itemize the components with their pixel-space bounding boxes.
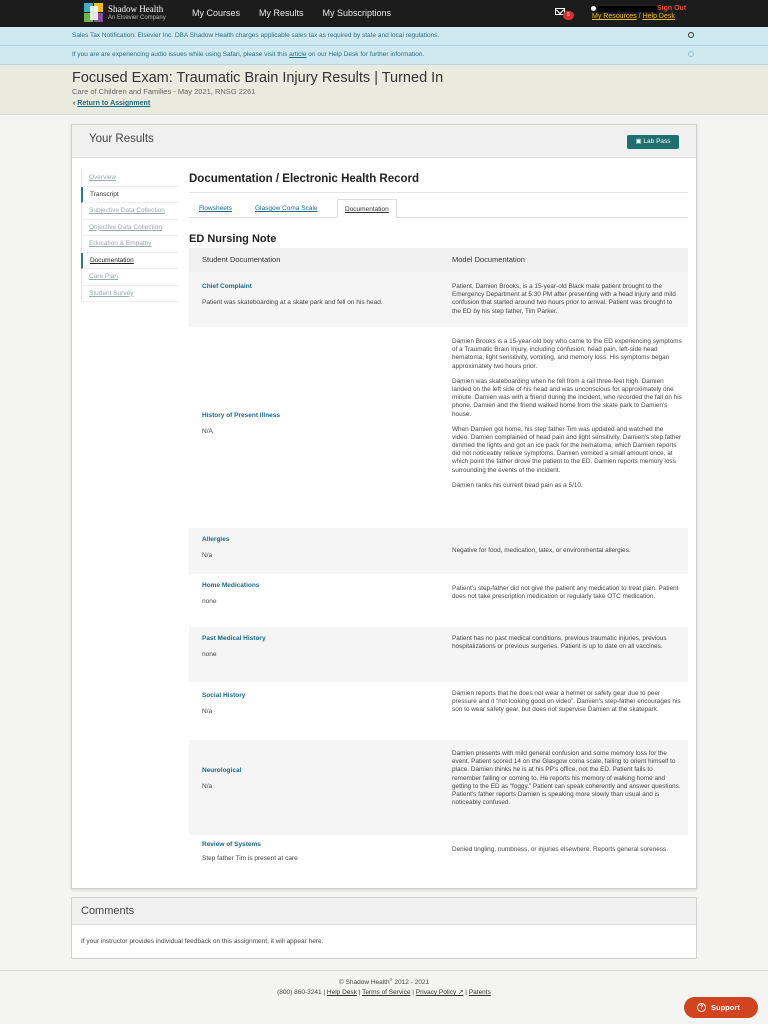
user-icon — [591, 6, 596, 11]
dismiss-notice-icon[interactable] — [688, 32, 694, 38]
sidenav-education[interactable]: Education & Empathy — [81, 236, 178, 253]
row-model-value: Negative for food, medication, latex, or environmental allergies. — [452, 547, 631, 554]
return-to-assignment[interactable] — [73, 100, 150, 107]
logo-mark-icon — [84, 3, 104, 23]
row-student-value: Step father Tim is present at care — [202, 855, 298, 862]
comments-heading: Comments — [81, 905, 135, 917]
row-label: Chief Complaint — [202, 283, 252, 290]
table-row — [189, 682, 688, 740]
page-title: Focused Exam: Traumatic Brain Injury Results | Turned In — [72, 70, 444, 86]
row-label: Allergies — [202, 536, 230, 543]
sidenav-objective[interactable]: Objective Data Collection — [81, 220, 178, 237]
tab-documentation[interactable]: Documentation — [337, 199, 397, 218]
row-model-value: Patient has no past medical conditions, previous traumatic injuries, previous hospitalizations or previous surgeries. Patient is up to date on all vaccines. — [452, 635, 667, 651]
user-links-sep: / — [636, 13, 643, 20]
patents-link[interactable]: Patents — [468, 989, 491, 996]
row-student-value: none — [202, 598, 217, 605]
col-student-header: Student Documentation — [202, 255, 281, 264]
documentation-tabs — [189, 199, 688, 218]
row-student-value: Patient was skateboarding at a skate park and fell on his head. — [202, 299, 383, 306]
table-row — [189, 272, 688, 327]
lab-pass-button[interactable]: ▣ Lab Pass — [627, 135, 679, 149]
col-model-header: Model Documentation — [452, 255, 525, 264]
footer-links: (800) 860-3241 | Help Desk | Terms of Service | Privacy Policy ↗ | Patents — [277, 989, 491, 996]
nav-my-results[interactable]: My Results — [259, 8, 304, 18]
redacted-username — [598, 6, 658, 12]
return-link[interactable]: Return to Assignment — [77, 100, 151, 107]
brand-name: Shadow Health — [108, 4, 164, 14]
course-subtitle: Care of Children and Families - May 2021, RNSG 2261 — [72, 87, 256, 96]
sidenav-student-survey[interactable]: Student Survey — [81, 286, 178, 303]
row-model-value: Patient, Damien Brooks, is a 15-year-old Black male patient brought to the Emergency Department at 5:30 PM after presenting with a head injury and mild confusion that started around two hours prior to arrival. Patient was brought to the ED by his step father, Tim Parker. — [452, 283, 676, 315]
sidenav-overview[interactable]: Overview — [81, 170, 178, 187]
results-heading: Your Results — [89, 133, 154, 145]
section-title: Documentation / Electronic Health Record — [189, 173, 688, 193]
comments-panel — [71, 897, 697, 959]
back-chevron-icon: ‹ — [73, 100, 76, 107]
sales-tax-notice — [0, 27, 768, 46]
privacy-policy-link[interactable]: Privacy Policy ↗ — [415, 989, 464, 996]
row-student-value: N/a — [202, 783, 213, 790]
phone-number: (800) 860-3241 — [277, 989, 322, 996]
row-label: Neurological — [202, 767, 242, 774]
safari-audio-notice — [0, 46, 768, 65]
results-sidenav — [81, 170, 178, 302]
table-header — [189, 248, 688, 272]
row-model-value: Patient's step-father did not give the patient any medication to treat pain. Patient does not take prescription medication or regularly take OTC medication. — [452, 585, 679, 601]
table-row — [189, 627, 688, 682]
row-model-value: Damien reports that he does not wear a helmet or safety gear due to peer pressure and it “not looking good on video”. Damien's step-father encourages his son to wear safety gear, but does not supervise Damien at the skatepark. — [452, 690, 681, 714]
footer-help-desk-link[interactable]: Help Desk — [326, 989, 357, 996]
terms-of-service-link[interactable]: Terms of Service — [362, 989, 411, 996]
support-button[interactable]: ? Support — [684, 997, 758, 1018]
results-panel — [71, 124, 697, 889]
note-title: ED Nursing Note — [189, 233, 277, 245]
notice-text: Sales Tax Notification: Elsevier Inc. DBA Shadow Health charges applicable sales tax as required by state and local regulations. — [72, 32, 440, 39]
tab-glasgow-coma-scale[interactable]: Glasgow Coma Scale — [255, 205, 318, 212]
shadow-health-logo[interactable] — [84, 3, 166, 23]
table-row — [189, 574, 688, 627]
row-label: History of Present Illness — [202, 412, 281, 419]
sidenav-transcript[interactable]: Transcript — [81, 187, 178, 204]
nav-my-courses[interactable]: My Courses — [192, 8, 241, 18]
table-row — [189, 327, 688, 528]
row-model-value: Denied tingling, numbness, or injuries elsewhere. Reports general soreness. — [452, 846, 668, 853]
row-model-value: Damien presents with mild general confusion and some memory loss for the event. Patient scored 14 on the Glasgow coma scale, failing to orient himself to place. Damien thinks he is at his PP's office, not the ED. Patient fails to remember falling or coming to. He reports his memory of walking home and getting to the ED as “foggy.” Patient can speak coherently and answer questions. Patient's father reports Damien is speaking more slowly than usual and is noticeably confused. — [452, 750, 681, 807]
row-student-value: none — [202, 651, 217, 658]
sidenav-subjective[interactable]: Subjective Data Collection — [81, 203, 178, 220]
row-label: Social History — [202, 692, 246, 699]
help-desk-link[interactable]: Help Desk — [642, 13, 675, 20]
row-label: Home Medications — [202, 582, 260, 589]
comments-body: If your instructor provides individual feedback on this assignment, it will appear here. — [81, 938, 324, 945]
row-label: Past Medical History — [202, 635, 266, 642]
footer — [0, 970, 768, 1024]
main-nav — [192, 8, 391, 18]
row-student-value: N/A — [202, 428, 213, 435]
row-label: Review of Systems — [202, 841, 261, 848]
mail-count-badge: 5 — [563, 11, 574, 20]
table-row — [189, 740, 688, 835]
top-navbar — [0, 0, 768, 27]
brand-tagline: An Elsevier Company — [108, 15, 166, 21]
nav-my-subscriptions[interactable]: My Subscriptions — [322, 8, 392, 18]
row-student-value: N/a — [202, 708, 213, 715]
sidenav-care-plan[interactable]: Care Plan — [81, 269, 178, 286]
table-row — [189, 528, 688, 574]
sign-out-link[interactable]: Sign Out — [657, 5, 687, 12]
question-icon: ? — [697, 1003, 706, 1012]
tab-flowsheets[interactable]: Flowsheets — [199, 205, 232, 212]
row-model-value: Damien Brooks is a 15-year-old boy who came to the ED experiencing symptoms of a Traumatic Brain Injury, including confusion, head pain, left-side head hematoma, light sensitivity, vomiting, and memory loss. His symptoms began approximately two hours prior. Damien was skateboarding when he fell from a rail three-feet high. Damien landed on the left side of his head and was unconscious for approximately one minute. Damien was with a friend during the incident, who recorded the fall on his phone. Damien and the friend walked home from the skate park to Damien's house. When Damien got home, his step father Tim was updated and watched the video. Damien complained of head pain and light sensitivity. Damien's step father dimmed the lights and got an ice pack for the hematoma, which Damien reports did not noticeably relieve symptoms. Damien vomited a small amount once, at which point the father drove the patient to the ED. Damien reports memory loss surrounding the events of the incident. Damien ranks his current head pain as a 5/10. — [452, 338, 682, 489]
notice-text: If you are are experiencing audio issues while using Safari, please visit this article on our Help Desk for further information. — [72, 51, 425, 58]
copyright: © Shadow Health® 2012 - 2021 — [338, 977, 430, 987]
row-student-value: N/a — [202, 552, 213, 559]
table-row — [189, 835, 688, 880]
dismiss-notice-icon[interactable] — [688, 51, 694, 57]
lab-pass-icon: ▣ — [635, 138, 642, 145]
article-link[interactable]: article — [289, 51, 307, 58]
my-resources-link[interactable]: My Resources — [592, 13, 637, 20]
sidenav-documentation[interactable]: Documentation — [81, 253, 178, 270]
documentation-main — [189, 170, 688, 880]
